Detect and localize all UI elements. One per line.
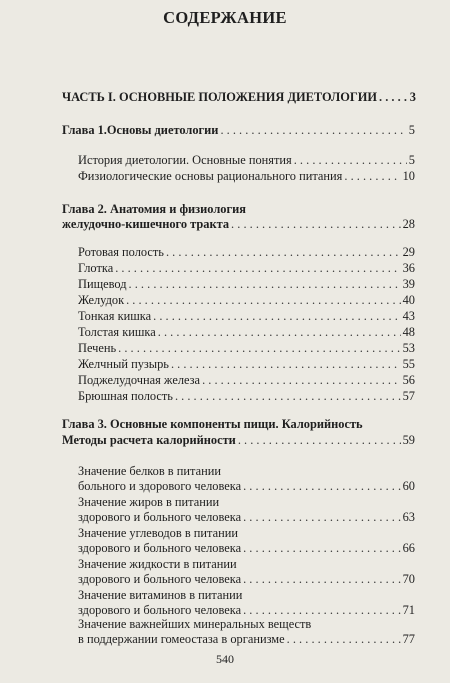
toc-part-1-label: ЧАСТЬ I. ОСНОВНЫЕ ПОЛОЖЕНИЯ ДИЕТОЛОГИИ [62, 90, 378, 104]
toc-entry-label-line2: здорового и больного человека [78, 510, 242, 524]
toc-entry-label-line1: Значение белков в питании [78, 464, 221, 478]
toc-entry [78, 479, 415, 494]
toc-part-1-page: 3 [409, 90, 416, 104]
leader-dots [220, 123, 406, 138]
toc-chapter-3-page: 59 [402, 433, 415, 447]
leader-dots [243, 541, 401, 556]
leader-dots [243, 510, 401, 525]
toc-entry-label: Физиологические основы рационального питания [78, 169, 343, 183]
toc-entry-label-line2: в поддержании гомеостаза в организме [78, 632, 285, 646]
toc-entry-label-line1: Значение жидкости в питании [78, 557, 237, 571]
toc-entry-label-line2: больного и здорового человека [78, 479, 242, 493]
leader-dots [129, 277, 401, 292]
leader-dots [294, 153, 407, 168]
leader-dots [231, 217, 401, 232]
leader-dots [243, 603, 401, 618]
leader-dots [118, 341, 400, 356]
toc-entry [78, 541, 415, 556]
leader-dots [344, 169, 400, 184]
toc-entry-label-line2: здорового и больного человека [78, 572, 242, 586]
toc-entry-label: Глотка [78, 261, 114, 275]
toc-entry-label-line1: Значение жиров в питании [78, 495, 220, 509]
toc-chapter-2-page: 28 [402, 217, 415, 231]
toc-entry-label: История диетологии. Основные понятия [78, 153, 292, 167]
leader-dots [379, 90, 408, 105]
leader-dots [153, 309, 400, 324]
page-number: 540 [216, 652, 234, 666]
leader-dots [243, 572, 401, 587]
toc-entry-label: Желудок [78, 293, 125, 307]
toc-entry [78, 277, 415, 292]
toc-entry-page: 39 [402, 277, 415, 291]
leader-dots [115, 261, 400, 276]
toc-entry [78, 309, 415, 324]
toc-chapter-2-label-line2: желудочно-кишечного тракта [62, 217, 230, 231]
toc-entry [78, 572, 415, 587]
toc-entry [78, 293, 415, 308]
leader-dots [126, 293, 401, 308]
toc-entry-label: Ротовая полость [78, 245, 164, 259]
page-title: СОДЕРЖАНИЕ [163, 8, 287, 27]
toc-chapter-2-label-line1: Глава 2. Анатомия и физиология [62, 202, 246, 216]
toc-entry-page: 77 [402, 632, 415, 646]
leader-dots [243, 479, 401, 494]
toc-chapter-1 [62, 123, 415, 138]
toc-chapter-2 [62, 217, 415, 232]
toc-entry [78, 341, 415, 356]
toc-entry-label-line2: здорового и больного человека [78, 603, 242, 617]
toc-entry-page: 29 [402, 245, 415, 259]
toc-entry-label: Желчный пузырь [78, 357, 169, 371]
toc-chapter-3-label-line2: Методы расчета калорийности [62, 433, 236, 447]
toc-entry-page: 53 [402, 341, 415, 355]
toc-entry-label-line2: здорового и больного человека [78, 541, 242, 555]
leader-dots [175, 389, 401, 404]
toc-part-1 [62, 90, 416, 105]
toc-entry-page: 5 [408, 153, 415, 167]
toc-entry [78, 325, 415, 340]
leader-dots [202, 373, 401, 388]
leader-dots [166, 245, 401, 260]
toc-entry [78, 153, 415, 168]
toc-entry [78, 389, 415, 404]
toc-entry-label: Тонкая кишка [78, 309, 152, 323]
toc-entry-page: 63 [402, 510, 415, 524]
toc-entry-page: 55 [402, 357, 415, 371]
toc-chapter-3 [62, 433, 415, 448]
toc-entry-label: Брюшная полость [78, 389, 173, 403]
toc-entry [78, 603, 415, 618]
toc-entry-page: 70 [402, 572, 415, 586]
toc-entry-page: 56 [402, 373, 415, 387]
toc-entry-label-line1: Значение витаминов в питании [78, 588, 243, 602]
toc-chapter-1-page: 5 [408, 123, 415, 137]
leader-dots [158, 325, 401, 340]
toc-entry-label: Поджелудочная железа [78, 373, 201, 387]
leader-dots [238, 433, 401, 448]
toc-entry-label: Толстая кишка [78, 325, 156, 339]
toc-entry [78, 373, 415, 388]
toc-entry-page: 36 [402, 261, 415, 275]
toc-entry-label: Печень [78, 341, 117, 355]
toc-entry [78, 261, 415, 276]
toc-entry-label-line1: Значение углеводов в питании [78, 526, 238, 540]
toc-entry [78, 245, 415, 260]
leader-dots [171, 357, 401, 372]
toc-entry-page: 57 [402, 389, 415, 403]
toc-entry [78, 632, 415, 647]
toc-entry-page: 10 [402, 169, 415, 183]
toc-entry-page: 66 [402, 541, 415, 555]
toc-entry-page: 48 [402, 325, 415, 339]
toc-entry-page: 40 [402, 293, 415, 307]
toc-entry-page: 43 [402, 309, 415, 323]
toc-entry [78, 510, 415, 525]
toc-entry-label: Пищевод [78, 277, 127, 291]
toc-entry-page: 60 [402, 479, 415, 493]
toc-chapter-3-label-line1: Глава 3. Основные компоненты пищи. Калорийность [62, 417, 363, 431]
toc-entry [78, 169, 415, 184]
toc-entry-page: 71 [402, 603, 415, 617]
toc-chapter-1-label: Глава 1.Основы диетологии [62, 123, 219, 137]
toc-entry [78, 357, 415, 372]
leader-dots [287, 632, 401, 647]
toc-entry-label-line1: Значение важнейших минеральных веществ [78, 617, 312, 631]
